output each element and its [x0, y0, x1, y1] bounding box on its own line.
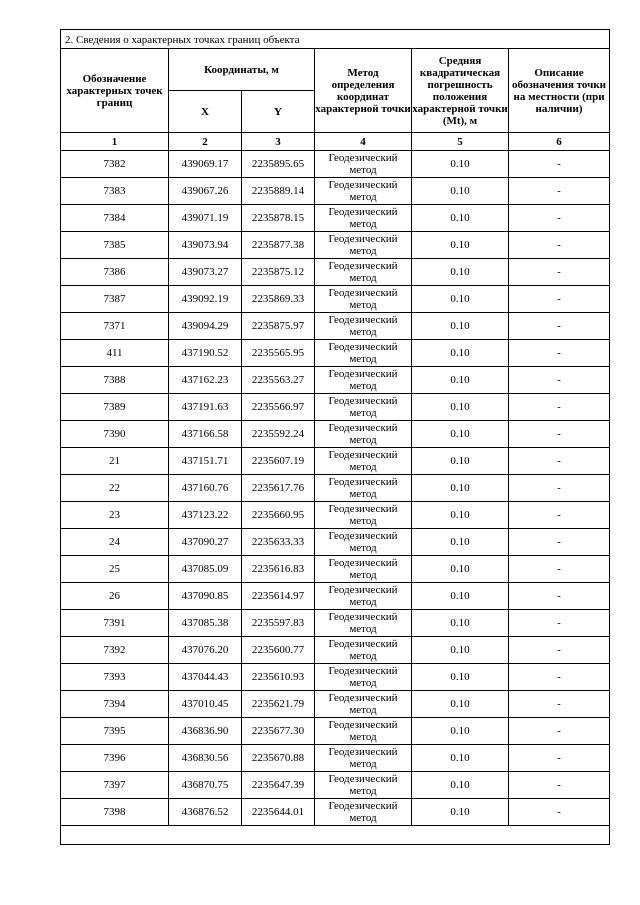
cell-description: - [509, 610, 610, 637]
cell-y: 2235621.79 [242, 691, 315, 718]
cell-description: - [509, 151, 610, 178]
cell-point-id: 21 [61, 448, 169, 475]
cell-mt: 0.10 [412, 367, 509, 394]
cell-method: Геодезический метод [315, 610, 412, 637]
cell-mt: 0.10 [412, 286, 509, 313]
cell-x: 439073.94 [169, 232, 242, 259]
cell-x: 437123.22 [169, 502, 242, 529]
cell-y: 2235895.65 [242, 151, 315, 178]
table-row [61, 178, 610, 205]
cell-mt: 0.10 [412, 340, 509, 367]
table-row [61, 367, 610, 394]
table-row [61, 421, 610, 448]
cell-point-id: 7383 [61, 178, 169, 205]
table-row [61, 664, 610, 691]
header-error: Средняя квадратическая погрешность положения характерной точки (Mt), м [412, 49, 509, 133]
cell-method: Геодезический метод [315, 313, 412, 340]
cell-point-id: 26 [61, 583, 169, 610]
cell-mt: 0.10 [412, 421, 509, 448]
empty-footer-cell [61, 826, 610, 845]
column-number: 5 [412, 133, 509, 151]
table-row [61, 799, 610, 826]
cell-x: 437162.23 [169, 367, 242, 394]
cell-point-id: 7391 [61, 610, 169, 637]
table-row [61, 205, 610, 232]
cell-point-id: 7393 [61, 664, 169, 691]
table-row [61, 610, 610, 637]
cell-y: 2235607.19 [242, 448, 315, 475]
cell-y: 2235889.14 [242, 178, 315, 205]
cell-x: 437085.09 [169, 556, 242, 583]
cell-y: 2235869.33 [242, 286, 315, 313]
header-y: Y [242, 91, 315, 133]
cell-mt: 0.10 [412, 502, 509, 529]
cell-method: Геодезический метод [315, 340, 412, 367]
column-number: 6 [509, 133, 610, 151]
cell-mt: 0.10 [412, 529, 509, 556]
column-number: 1 [61, 133, 169, 151]
cell-y: 2235565.95 [242, 340, 315, 367]
cell-x: 437160.76 [169, 475, 242, 502]
cell-y: 2235677.30 [242, 718, 315, 745]
cell-description: - [509, 583, 610, 610]
table-row [61, 691, 610, 718]
cell-method: Геодезический метод [315, 286, 412, 313]
cell-mt: 0.10 [412, 610, 509, 637]
cell-x: 439071.19 [169, 205, 242, 232]
cell-description: - [509, 718, 610, 745]
cell-mt: 0.10 [412, 799, 509, 826]
cell-mt: 0.10 [412, 448, 509, 475]
column-number: 2 [169, 133, 242, 151]
cell-y: 2235633.33 [242, 529, 315, 556]
cell-mt: 0.10 [412, 475, 509, 502]
cell-point-id: 7382 [61, 151, 169, 178]
cell-mt: 0.10 [412, 556, 509, 583]
cell-y: 2235566.97 [242, 394, 315, 421]
table-row [61, 340, 610, 367]
cell-method: Геодезический метод [315, 475, 412, 502]
cell-description: - [509, 529, 610, 556]
cell-mt: 0.10 [412, 583, 509, 610]
cell-point-id: 25 [61, 556, 169, 583]
cell-method: Геодезический метод [315, 637, 412, 664]
cell-y: 2235617.76 [242, 475, 315, 502]
cell-method: Геодезический метод [315, 799, 412, 826]
cell-method: Геодезический метод [315, 151, 412, 178]
cell-x: 437090.27 [169, 529, 242, 556]
cell-y: 2235644.01 [242, 799, 315, 826]
cell-description: - [509, 556, 610, 583]
cell-y: 2235647.39 [242, 772, 315, 799]
cell-x: 437090.85 [169, 583, 242, 610]
cell-y: 2235597.83 [242, 610, 315, 637]
cell-description: - [509, 745, 610, 772]
header-description: Описание обозначения точки на местности (при наличии) [509, 49, 610, 133]
header-designation: Обозначение характерных точек границ [61, 49, 169, 133]
cell-description: - [509, 502, 610, 529]
cell-method: Геодезический метод [315, 718, 412, 745]
table-body [61, 151, 610, 826]
table-row [61, 745, 610, 772]
cell-description: - [509, 394, 610, 421]
column-number: 3 [242, 133, 315, 151]
cell-y: 2235600.77 [242, 637, 315, 664]
empty-footer-row [61, 826, 610, 845]
cell-method: Геодезический метод [315, 502, 412, 529]
cell-method: Геодезический метод [315, 421, 412, 448]
table-row [61, 529, 610, 556]
table-row [61, 502, 610, 529]
table-row [61, 286, 610, 313]
cell-x: 436870.75 [169, 772, 242, 799]
cell-x: 439069.17 [169, 151, 242, 178]
cell-y: 2235660.95 [242, 502, 315, 529]
cell-method: Геодезический метод [315, 178, 412, 205]
cell-description: - [509, 340, 610, 367]
cell-y: 2235875.97 [242, 313, 315, 340]
cell-description: - [509, 475, 610, 502]
cell-y: 2235875.12 [242, 259, 315, 286]
boundary-points-table [60, 29, 610, 845]
cell-method: Геодезический метод [315, 394, 412, 421]
cell-method: Геодезический метод [315, 664, 412, 691]
section-title: 2. Сведения о характерных точках границ объекта [61, 30, 610, 49]
cell-mt: 0.10 [412, 745, 509, 772]
cell-x: 437076.20 [169, 637, 242, 664]
boundary-points-sheet [60, 29, 609, 845]
table-row [61, 772, 610, 799]
cell-y: 2235592.24 [242, 421, 315, 448]
cell-x: 437085.38 [169, 610, 242, 637]
table-row [61, 475, 610, 502]
cell-description: - [509, 448, 610, 475]
cell-method: Геодезический метод [315, 205, 412, 232]
cell-method: Геодезический метод [315, 691, 412, 718]
cell-method: Геодезический метод [315, 772, 412, 799]
cell-mt: 0.10 [412, 232, 509, 259]
cell-y: 2235563.27 [242, 367, 315, 394]
table-row [61, 151, 610, 178]
header-x: X [169, 91, 242, 133]
cell-point-id: 7388 [61, 367, 169, 394]
cell-y: 2235670.88 [242, 745, 315, 772]
cell-description: - [509, 799, 610, 826]
table-row [61, 637, 610, 664]
cell-description: - [509, 205, 610, 232]
cell-x: 436876.52 [169, 799, 242, 826]
cell-method: Геодезический метод [315, 556, 412, 583]
table-row [61, 583, 610, 610]
cell-mt: 0.10 [412, 772, 509, 799]
cell-mt: 0.10 [412, 178, 509, 205]
table-row [61, 448, 610, 475]
cell-point-id: 23 [61, 502, 169, 529]
cell-description: - [509, 772, 610, 799]
cell-method: Геодезический метод [315, 259, 412, 286]
cell-description: - [509, 232, 610, 259]
cell-point-id: 7385 [61, 232, 169, 259]
cell-x: 439067.26 [169, 178, 242, 205]
cell-method: Геодезический метод [315, 448, 412, 475]
cell-mt: 0.10 [412, 205, 509, 232]
cell-mt: 0.10 [412, 394, 509, 421]
cell-mt: 0.10 [412, 259, 509, 286]
cell-method: Геодезический метод [315, 745, 412, 772]
cell-point-id: 22 [61, 475, 169, 502]
table-row [61, 313, 610, 340]
cell-mt: 0.10 [412, 637, 509, 664]
cell-x: 437151.71 [169, 448, 242, 475]
cell-description: - [509, 286, 610, 313]
table-row [61, 259, 610, 286]
header-method: Метод определения координат характерной точки [315, 49, 412, 133]
cell-point-id: 24 [61, 529, 169, 556]
cell-point-id: 7386 [61, 259, 169, 286]
cell-description: - [509, 664, 610, 691]
cell-mt: 0.10 [412, 313, 509, 340]
cell-point-id: 7384 [61, 205, 169, 232]
cell-mt: 0.10 [412, 151, 509, 178]
cell-description: - [509, 367, 610, 394]
cell-point-id: 7389 [61, 394, 169, 421]
cell-mt: 0.10 [412, 718, 509, 745]
cell-method: Геодезический метод [315, 367, 412, 394]
cell-description: - [509, 313, 610, 340]
cell-method: Геодезический метод [315, 529, 412, 556]
cell-y: 2235877.38 [242, 232, 315, 259]
table-row [61, 556, 610, 583]
table-row [61, 394, 610, 421]
cell-x: 436836.90 [169, 718, 242, 745]
table-row [61, 232, 610, 259]
cell-y: 2235878.15 [242, 205, 315, 232]
cell-point-id: 7394 [61, 691, 169, 718]
cell-point-id: 7392 [61, 637, 169, 664]
table-row [61, 718, 610, 745]
cell-x: 437166.58 [169, 421, 242, 448]
cell-point-id: 7387 [61, 286, 169, 313]
cell-point-id: 7395 [61, 718, 169, 745]
cell-y: 2235610.93 [242, 664, 315, 691]
cell-point-id: 7396 [61, 745, 169, 772]
cell-x: 439094.29 [169, 313, 242, 340]
header-coordinates: Координаты, м [169, 49, 315, 91]
cell-description: - [509, 178, 610, 205]
cell-x: 439073.27 [169, 259, 242, 286]
cell-description: - [509, 421, 610, 448]
cell-point-id: 7398 [61, 799, 169, 826]
cell-point-id: 7390 [61, 421, 169, 448]
cell-method: Геодезический метод [315, 232, 412, 259]
cell-description: - [509, 637, 610, 664]
cell-x: 437010.45 [169, 691, 242, 718]
cell-point-id: 7397 [61, 772, 169, 799]
cell-mt: 0.10 [412, 691, 509, 718]
column-number: 4 [315, 133, 412, 151]
cell-point-id: 7371 [61, 313, 169, 340]
cell-mt: 0.10 [412, 664, 509, 691]
cell-point-id: 411 [61, 340, 169, 367]
cell-description: - [509, 259, 610, 286]
cell-x: 439092.19 [169, 286, 242, 313]
cell-y: 2235616.83 [242, 556, 315, 583]
cell-x: 437190.52 [169, 340, 242, 367]
cell-x: 437044.43 [169, 664, 242, 691]
cell-x: 437191.63 [169, 394, 242, 421]
cell-description: - [509, 691, 610, 718]
cell-x: 436830.56 [169, 745, 242, 772]
cell-method: Геодезический метод [315, 583, 412, 610]
cell-y: 2235614.97 [242, 583, 315, 610]
